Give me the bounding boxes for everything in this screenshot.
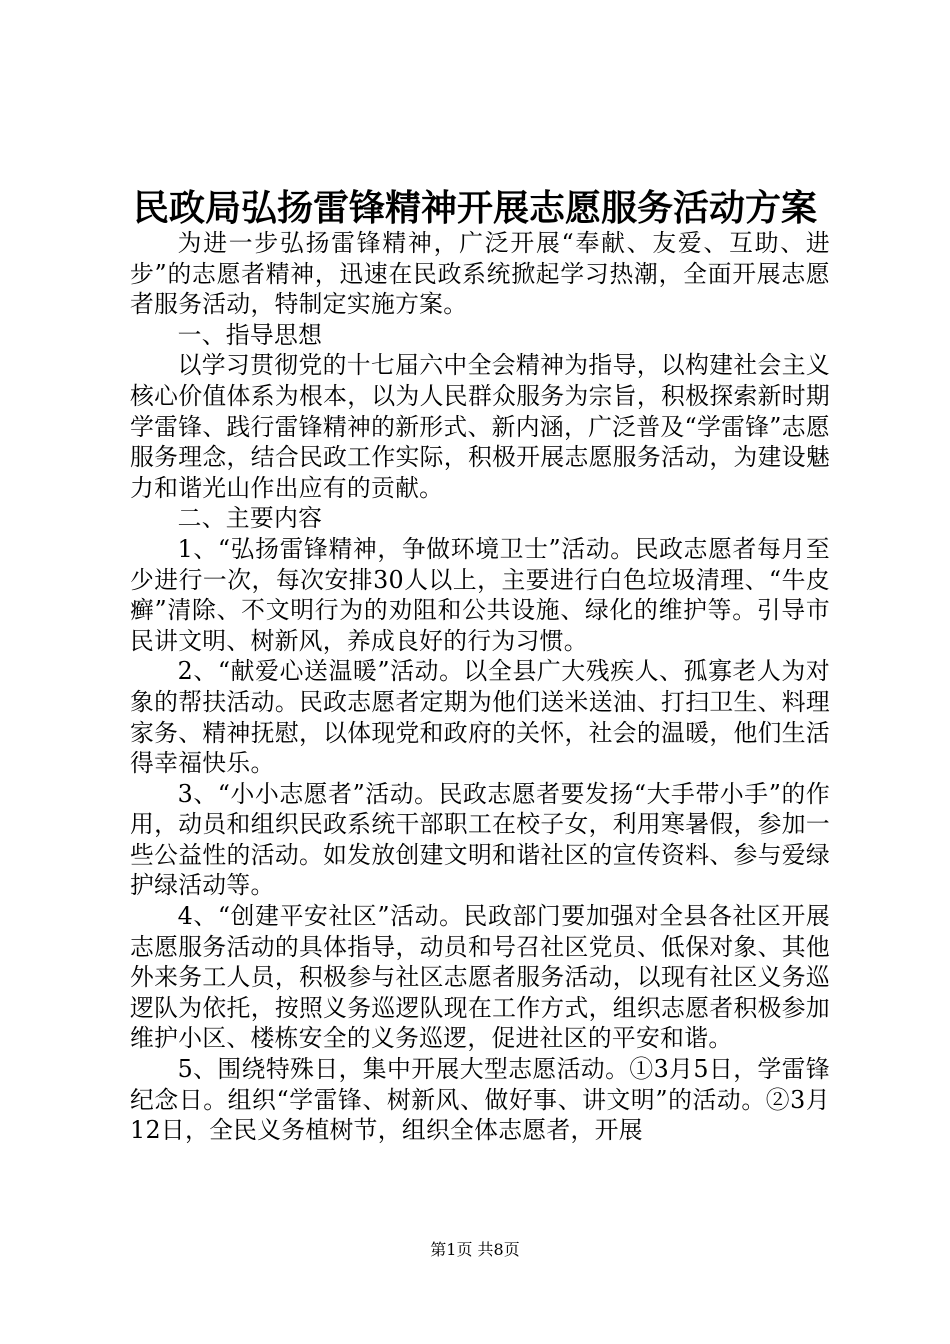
activity-item-1: 1、“弘扬雷锋精神，争做环境卫士”活动。民政志愿者每月至少进行一次，每次安排30人以上，主要进行白色垃圾清理、“牛皮癣”清除、不文明行为的劝阻和公共设施、绿化的维护等。引导市民讲文明、树新风，养成良好的行为习惯。	[130, 534, 830, 655]
section-heading-guiding-ideology: 一、指导思想	[177, 320, 323, 349]
activity-item-3: 3、“小小志愿者”活动。民政志愿者要发扬“大手带小手”的作用，动员和组织民政系统干部职工在校子女，利用寒暑假，参加一些公益性的活动。如发放创建文明和谐社区的宣传资料、参与爱绿护绿活动等。	[130, 779, 830, 900]
activity-item-2: 2、“献爱心送温暖”活动。以全县广大残疾人、孤寡老人为对象的帮扶活动。民政志愿者定期为他们送米送油、打扫卫生、料理家务、精神抚慰，以体现党和政府的关怀，社会的温暖，他们生活得幸福快乐。	[130, 657, 830, 778]
intro-paragraph: 为进一步弘扬雷锋精神，广泛开展“奉献、友爱、互助、进步”的志愿者精神，迅速在民政系统掀起学习热潮，全面开展志愿者服务活动，特制定实施方案。	[130, 229, 830, 319]
guiding-ideology-paragraph: 以学习贯彻党的十七届六中全会精神为指导，以构建社会主义核心价值体系为根本，以为人民群众服务为宗旨，积极探索新时期学雷锋、践行雷锋精神的新形式、新内涵，广泛普及“学雷锋”志愿服务理念，结合民政工作实际，积极开展志愿服务活动，为建设魅力和谐光山作出应有的贡献。	[130, 351, 830, 502]
page-footer: 第1页 共8页	[430, 1240, 520, 1259]
activity-item-5: 5、围绕特殊日，集中开展大型志愿活动。①3月5日，学雷锋纪念日。组织“学雷锋、树新风、做好事、讲文明”的活动。②3月12日，全民义务植树节，组织全体志愿者，开展	[130, 1055, 830, 1145]
document-body	[130, 228, 830, 1146]
section-heading-main-content: 二、主要内容	[177, 504, 323, 533]
activity-item-4: 4、“创建平安社区”活动。民政部门要加强对全县各社区开展志愿服务活动的具体指导，动员和号召社区党员、低保对象、其他外来务工人员，积极参与社区志愿者服务活动，以现有社区义务巡逻队为依托，按照义务巡逻队现在工作方式，组织志愿者积极参加维护小区、楼栋安全的义务巡逻，促进社区的平安和谐。	[130, 902, 830, 1053]
document-title: 民政局弘扬雷锋精神开展志愿服务活动方案	[132, 187, 817, 229]
